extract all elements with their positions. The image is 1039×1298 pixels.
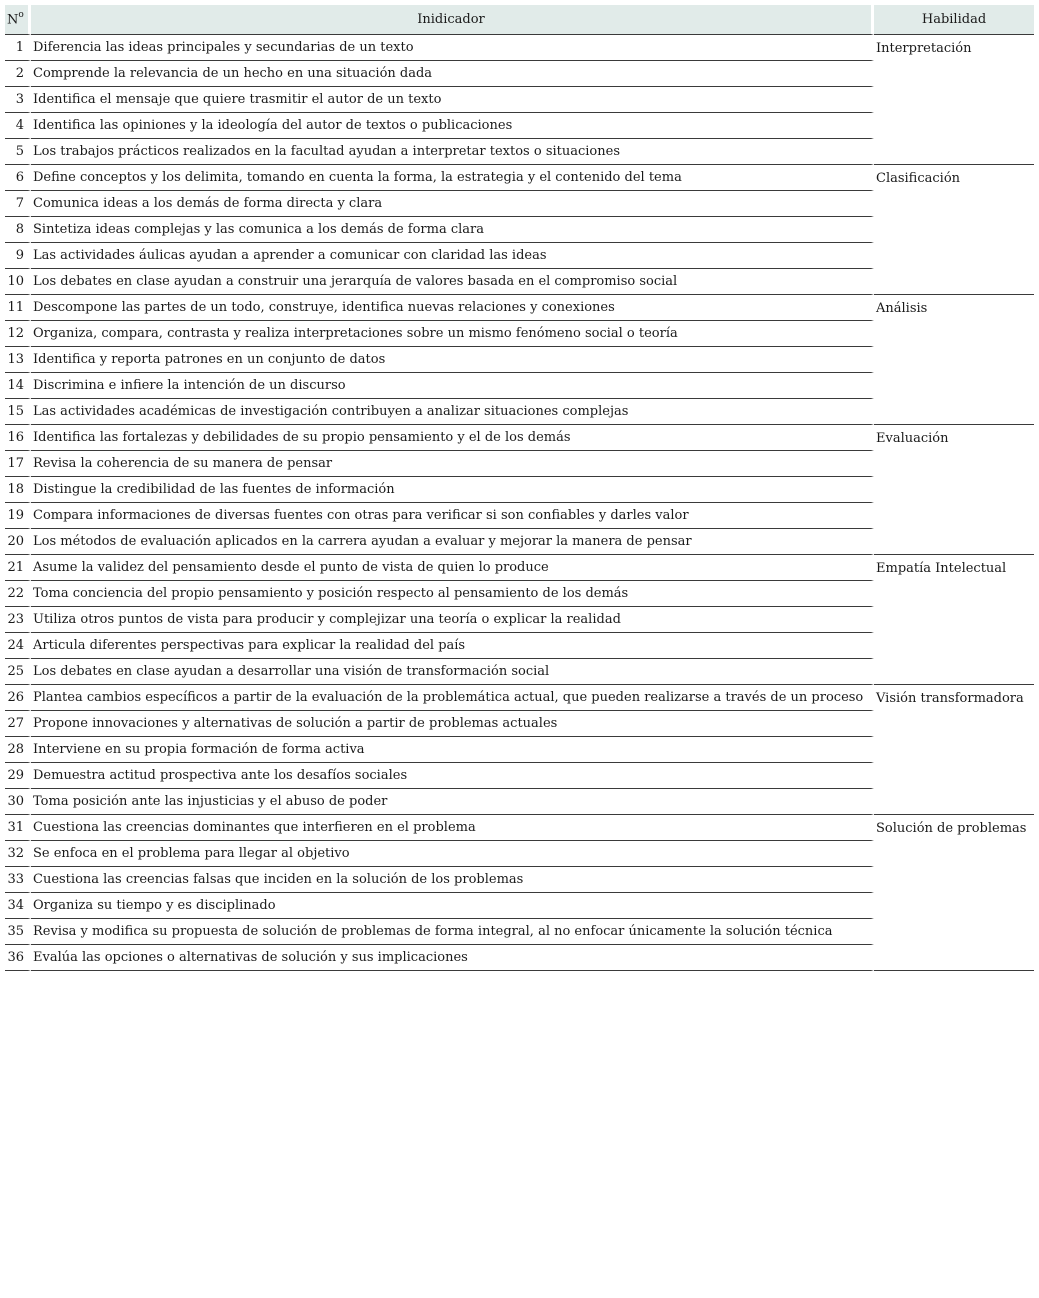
column-header-number	[5, 5, 31, 35]
row-number: 11	[5, 295, 31, 321]
indicator-text: Revisa y modifica su propuesta de solución de problemas de forma integral, al no enfocar únicamente la solución técnica	[31, 919, 874, 945]
indicator-text: Los debates en clase ayudan a construir una jerarquía de valores basada en el compromiso social	[31, 269, 874, 295]
column-header-indicator: Inidicador	[31, 5, 874, 35]
table-row	[5, 295, 1034, 321]
row-number: 14	[5, 373, 31, 399]
indicator-text: Distingue la credibilidad de las fuentes de información	[31, 477, 874, 503]
table-row	[5, 35, 1034, 61]
row-number: 21	[5, 555, 31, 581]
row-number: 10	[5, 269, 31, 295]
row-number: 2	[5, 61, 31, 87]
row-number: 22	[5, 581, 31, 607]
row-number: 19	[5, 503, 31, 529]
header-num-label: N	[7, 12, 19, 28]
indicator-text: Compara informaciones de diversas fuentes con otras para verificar si son confiables y darles valor	[31, 503, 874, 529]
indicator-text: Comunica ideas a los demás de forma directa y clara	[31, 191, 874, 217]
row-number: 15	[5, 399, 31, 425]
indicator-table	[5, 5, 1034, 971]
row-number: 33	[5, 867, 31, 893]
indicator-text: Las actividades áulicas ayudan a aprender a comunicar con claridad las ideas	[31, 243, 874, 269]
skill-cell: Visión transformadora	[874, 685, 1034, 815]
indicator-text: Toma posición ante las injusticias y el abuso de poder	[31, 789, 874, 815]
column-header-skill: Habilidad	[874, 5, 1034, 35]
table-row	[5, 425, 1034, 451]
row-number: 7	[5, 191, 31, 217]
row-number: 13	[5, 347, 31, 373]
row-number: 9	[5, 243, 31, 269]
indicator-text: Cuestiona las creencias falsas que inciden en la solución de los problemas	[31, 867, 874, 893]
skill-cell: Solución de problemas	[874, 815, 1034, 971]
table-header-row	[5, 5, 1034, 35]
row-number: 28	[5, 737, 31, 763]
row-number: 27	[5, 711, 31, 737]
indicator-text: Revisa la coherencia de su manera de pensar	[31, 451, 874, 477]
indicator-text: Interviene en su propia formación de forma activa	[31, 737, 874, 763]
indicator-text: Identifica las opiniones y la ideología del autor de textos o publicaciones	[31, 113, 874, 139]
indicator-text: Los métodos de evaluación aplicados en la carrera ayudan a evaluar y mejorar la manera de pensar	[31, 529, 874, 555]
indicator-text: Identifica y reporta patrones en un conjunto de datos	[31, 347, 874, 373]
row-number: 24	[5, 633, 31, 659]
row-number: 5	[5, 139, 31, 165]
skill-cell: Interpretación	[874, 35, 1034, 165]
indicator-text: Define conceptos y los delimita, tomando en cuenta la forma, la estrategia y el contenido del tema	[31, 165, 874, 191]
skill-cell: Clasificación	[874, 165, 1034, 295]
indicator-text: Evalúa las opciones o alternativas de solución y sus implicaciones	[31, 945, 874, 971]
indicator-text: Descompone las partes de un todo, construye, identifica nuevas relaciones y conexiones	[31, 295, 874, 321]
row-number: 17	[5, 451, 31, 477]
indicator-text: Comprende la relevancia de un hecho en una situación dada	[31, 61, 874, 87]
row-number: 32	[5, 841, 31, 867]
skill-cell: Análisis	[874, 295, 1034, 425]
indicator-text: Discrimina e infiere la intención de un discurso	[31, 373, 874, 399]
row-number: 8	[5, 217, 31, 243]
row-number: 34	[5, 893, 31, 919]
indicator-text: Demuestra actitud prospectiva ante los desafíos sociales	[31, 763, 874, 789]
indicator-text: Diferencia las ideas principales y secundarias de un texto	[31, 35, 874, 61]
indicator-text: Organiza su tiempo y es disciplinado	[31, 893, 874, 919]
indicator-text: Utiliza otros puntos de vista para producir y complejizar una teoría o explicar la realidad	[31, 607, 874, 633]
row-number: 25	[5, 659, 31, 685]
indicator-text: Los debates en clase ayudan a desarrollar una visión de transformación social	[31, 659, 874, 685]
indicator-text: Asume la validez del pensamiento desde el punto de vista de quien lo produce	[31, 555, 874, 581]
indicator-text: Los trabajos prácticos realizados en la facultad ayudan a interpretar textos o situaciones	[31, 139, 874, 165]
table-row	[5, 165, 1034, 191]
row-number: 3	[5, 87, 31, 113]
row-number: 36	[5, 945, 31, 971]
indicator-text: Se enfoca en el problema para llegar al objetivo	[31, 841, 874, 867]
indicator-text: Sintetiza ideas complejas y las comunica a los demás de forma clara	[31, 217, 874, 243]
table-row	[5, 815, 1034, 841]
row-number: 16	[5, 425, 31, 451]
row-number: 6	[5, 165, 31, 191]
indicator-text: Identifica las fortalezas y debilidades de su propio pensamiento y el de los demás	[31, 425, 874, 451]
indicator-text: Identifica el mensaje que quiere trasmitir el autor de un texto	[31, 87, 874, 113]
row-number: 4	[5, 113, 31, 139]
row-number: 12	[5, 321, 31, 347]
skill-cell: Evaluación	[874, 425, 1034, 555]
table-body	[5, 35, 1034, 971]
row-number: 23	[5, 607, 31, 633]
row-number: 26	[5, 685, 31, 711]
indicator-text: Las actividades académicas de investigación contribuyen a analizar situaciones complejas	[31, 399, 874, 425]
indicator-text: Plantea cambios específicos a partir de la evaluación de la problemática actual, que pueden realizarse a través de un proceso	[31, 685, 874, 711]
row-number: 18	[5, 477, 31, 503]
indicator-text: Organiza, compara, contrasta y realiza interpretaciones sobre un mismo fenómeno social o teoría	[31, 321, 874, 347]
row-number: 1	[5, 35, 31, 61]
indicator-text: Articula diferentes perspectivas para explicar la realidad del país	[31, 633, 874, 659]
row-number: 31	[5, 815, 31, 841]
header-num-superscript: o	[18, 10, 24, 21]
row-number: 29	[5, 763, 31, 789]
table-row	[5, 685, 1034, 711]
row-number: 30	[5, 789, 31, 815]
table-row	[5, 555, 1034, 581]
indicator-table-container	[5, 5, 1034, 971]
indicator-text: Cuestiona las creencias dominantes que interfieren en el problema	[31, 815, 874, 841]
row-number: 20	[5, 529, 31, 555]
indicator-text: Propone innovaciones y alternativas de solución a partir de problemas actuales	[31, 711, 874, 737]
row-number: 35	[5, 919, 31, 945]
skill-cell: Empatía Intelectual	[874, 555, 1034, 685]
indicator-text: Toma conciencia del propio pensamiento y posición respecto al pensamiento de los demás	[31, 581, 874, 607]
